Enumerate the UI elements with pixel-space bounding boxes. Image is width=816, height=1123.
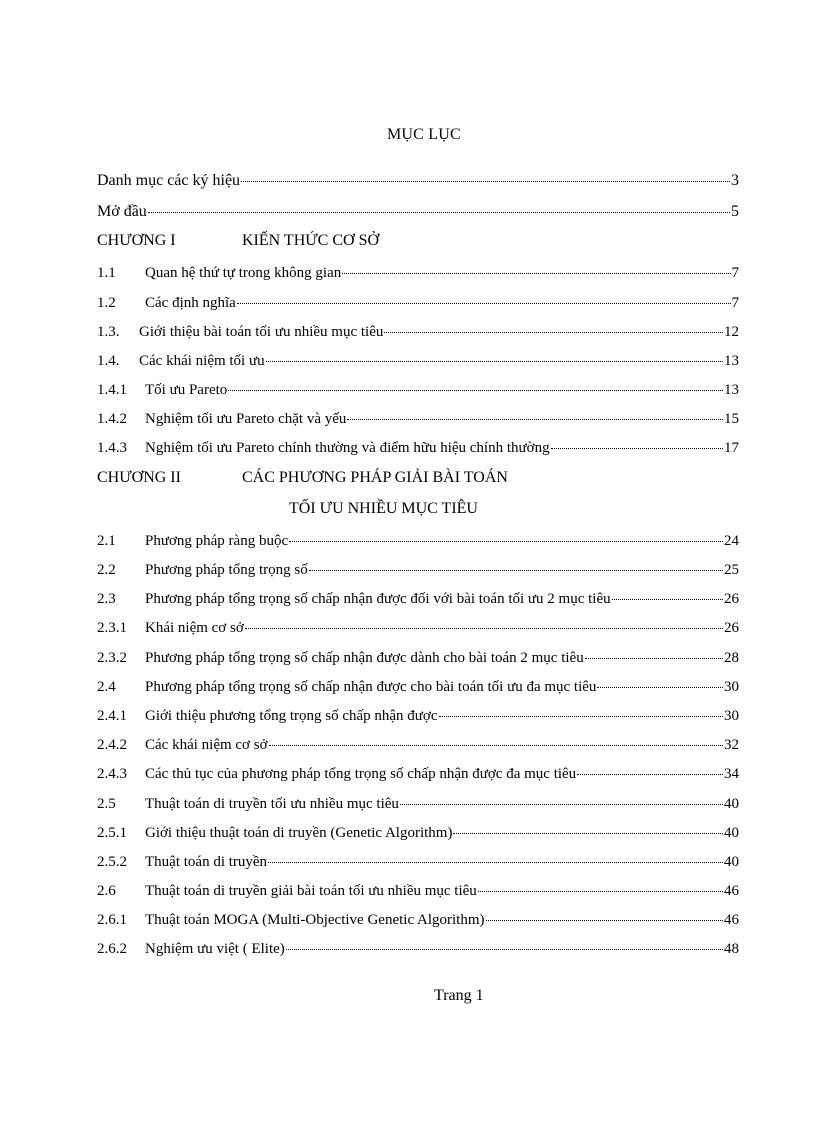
leader-dots	[439, 716, 723, 717]
toc-entry-number: 1.4.2	[97, 411, 127, 427]
toc-entry-text: Giới thiệu bài toán tối ưu nhiều mục tiêu	[139, 324, 384, 340]
toc-entry-page: 3	[731, 172, 739, 189]
chapter-title-line2: TỐI ƯU NHIỀU MỤC TIÊU	[289, 500, 478, 517]
toc-entry[interactable]	[97, 796, 739, 813]
leader-dots	[237, 303, 731, 304]
toc-entry-page: 13	[724, 353, 739, 369]
toc-entry-page: 32	[724, 737, 739, 753]
toc-entry-page: 30	[724, 679, 739, 695]
toc-entry-number: 2.4	[97, 679, 116, 695]
toc-entry[interactable]	[97, 883, 739, 900]
leader-dots	[342, 273, 730, 274]
toc-entry-text: Nghiệm tối ưu Pareto chặt và yếu	[145, 411, 347, 427]
toc-entry[interactable]	[97, 382, 739, 399]
toc-entry-text: Phương pháp tổng trọng số chấp nhận được đối với bài toán tối ưu 2 mục tiêu	[145, 591, 611, 607]
toc-entry[interactable]	[97, 620, 739, 637]
leader-dots	[384, 332, 723, 333]
chapter-label: CHƯƠNG II	[97, 469, 181, 486]
toc-entry-text: Thuật toán MOGA (Multi-Objective Genetic Algorithm)	[145, 912, 485, 928]
leader-dots	[148, 212, 730, 213]
toc-entry-page: 5	[731, 203, 739, 220]
toc-entry-page: 40	[724, 796, 739, 812]
toc-entry-page: 30	[724, 708, 739, 724]
toc-entry-number: 2.1	[97, 533, 116, 549]
toc-entry-page: 24	[724, 533, 739, 549]
toc-entry-text: Tối ưu Pareto	[145, 382, 228, 398]
toc-entry-page: 46	[724, 912, 739, 928]
toc-entry-text: Giới thiệu thuật toán di truyền (Genetic Algorithm)	[145, 825, 453, 841]
leader-dots	[551, 448, 723, 449]
leader-dots	[486, 920, 723, 921]
toc-entry-text: Phương pháp tổng trọng số chấp nhận được dành cho bài toán 2 mục tiêu	[145, 650, 584, 666]
toc-entry-number: 2.5.2	[97, 854, 127, 870]
toc-entry-text: Các khái niệm cơ sở	[145, 737, 268, 753]
toc-entry-number: 2.4.2	[97, 737, 127, 753]
toc-entry-page: 15	[724, 411, 739, 427]
toc-entry-text: Danh mục các ký hiệu	[97, 172, 241, 189]
toc-entry-number: 1.4.3	[97, 440, 127, 456]
toc-entry-text: Phương pháp tổng trọng số	[145, 562, 308, 578]
toc-entry-text: Thuật toán di truyền tối ưu nhiều mục tiêu	[145, 796, 399, 812]
toc-entry[interactable]	[97, 825, 739, 842]
toc-entry-text: Nghiệm ưu việt ( Elite)	[145, 941, 285, 957]
toc-entry-page: 46	[724, 883, 739, 899]
leader-dots	[268, 862, 723, 863]
toc-entry-number: 2.3	[97, 591, 116, 607]
toc-entry[interactable]	[97, 854, 739, 871]
leader-dots	[269, 745, 724, 746]
toc-entry-page: 48	[724, 941, 739, 957]
leader-dots	[286, 949, 723, 950]
toc-entry[interactable]	[97, 203, 739, 221]
leader-dots	[266, 361, 723, 362]
toc-entry[interactable]	[97, 737, 739, 754]
toc-entry-number: 1.2	[97, 295, 116, 311]
page-footer: Trang 1	[434, 987, 484, 1004]
toc-entry-number: 1.4.1	[97, 382, 127, 398]
toc-entry-text: Thuật toán di truyền	[145, 854, 268, 870]
leader-dots	[400, 804, 723, 805]
toc-entry[interactable]	[97, 411, 739, 428]
toc-entry-number: 1.1	[97, 265, 116, 281]
leader-dots	[309, 570, 723, 571]
leader-dots	[585, 658, 723, 659]
leader-dots	[453, 833, 723, 834]
toc-entry[interactable]	[97, 708, 739, 725]
leader-dots	[228, 390, 723, 391]
toc-entry-number: 2.2	[97, 562, 116, 578]
page-title: MỤC LỤC	[387, 126, 461, 143]
toc-entry-page: 13	[724, 382, 739, 398]
toc-entry[interactable]	[97, 650, 739, 667]
toc-entry-number: 2.6.1	[97, 912, 127, 928]
toc-entry-text: Các khái niệm tối ưu	[139, 353, 265, 369]
toc-entry-page: 7	[731, 265, 739, 281]
toc-entry-text: Phương pháp ràng buộc	[145, 533, 289, 549]
toc-entry[interactable]	[97, 912, 739, 929]
toc-entry-page: 26	[724, 591, 739, 607]
toc-entry[interactable]	[97, 562, 739, 579]
toc-entry[interactable]	[97, 591, 739, 608]
toc-entry[interactable]	[97, 172, 739, 190]
toc-entry[interactable]	[97, 679, 739, 696]
toc-entry-text: Khái niệm cơ sở	[145, 620, 244, 636]
toc-entry-number: 2.3.2	[97, 650, 127, 666]
toc-entry-page: 12	[724, 324, 739, 340]
toc-entry-page: 40	[724, 854, 739, 870]
chapter-title: CÁC PHƯƠNG PHÁP GIẢI BÀI TOÁN	[242, 469, 508, 486]
toc-entry-page: 28	[724, 650, 739, 666]
toc-entry-text: Phương pháp tổng trọng số chấp nhận được cho bài toán tối ưu đa mục tiêu	[145, 679, 597, 695]
leader-dots	[245, 628, 723, 629]
toc-entry-text: Mở đầu	[97, 203, 147, 220]
toc-entry-number: 2.6	[97, 883, 116, 899]
toc-entry-number: 2.5.1	[97, 825, 127, 841]
toc-entry-page: 7	[731, 295, 739, 311]
toc-entry-page: 17	[724, 440, 739, 456]
chapter-title: KIẾN THỨC CƠ SỞ	[242, 232, 380, 249]
toc-entry-page: 34	[724, 766, 739, 782]
toc-entry-number: 1.4.	[97, 353, 120, 369]
toc-entry-number: 2.5	[97, 796, 116, 812]
toc-entry-text: Giới thiệu phương tổng trọng số chấp nhận được	[145, 708, 438, 724]
toc-entry-number: 1.3.	[97, 324, 120, 340]
toc-entry[interactable]	[97, 265, 739, 282]
toc-entry-text: Các định nghĩa	[145, 295, 236, 311]
toc-entry[interactable]	[97, 941, 739, 958]
toc-entry-text: Nghiệm tối ưu Pareto chính thường và điểm hữu hiệu chính thường	[145, 440, 550, 456]
chapter-label: CHƯƠNG I	[97, 232, 176, 249]
leader-dots	[597, 687, 723, 688]
toc-entry[interactable]	[97, 295, 739, 312]
toc-entry-page: 40	[724, 825, 739, 841]
leader-dots	[612, 599, 723, 600]
toc-entry-text: Các thủ tục của phương pháp tổng trọng số chấp nhận được đa mục tiêu	[145, 766, 577, 782]
leader-dots	[577, 774, 723, 775]
toc-entry-text: Quan hệ thứ tự trong không gian	[145, 265, 342, 281]
leader-dots	[289, 541, 723, 542]
toc-entry-page: 26	[724, 620, 739, 636]
toc-entry-number: 2.4.3	[97, 766, 127, 782]
toc-entry[interactable]	[97, 766, 739, 783]
leader-dots	[478, 891, 723, 892]
leader-dots	[241, 181, 730, 182]
toc-entry[interactable]	[97, 353, 739, 370]
toc-entry[interactable]	[97, 533, 739, 550]
toc-entry-number: 2.6.2	[97, 941, 127, 957]
leader-dots	[347, 419, 723, 420]
toc-entry-text: Thuật toán di truyền giải bài toán tối ưu nhiều mục tiêu	[145, 883, 477, 899]
toc-entry[interactable]	[97, 440, 739, 457]
toc-entry-number: 2.4.1	[97, 708, 127, 724]
toc-entry[interactable]	[97, 324, 739, 341]
toc-entry-page: 25	[724, 562, 739, 578]
toc-entry-number: 2.3.1	[97, 620, 127, 636]
